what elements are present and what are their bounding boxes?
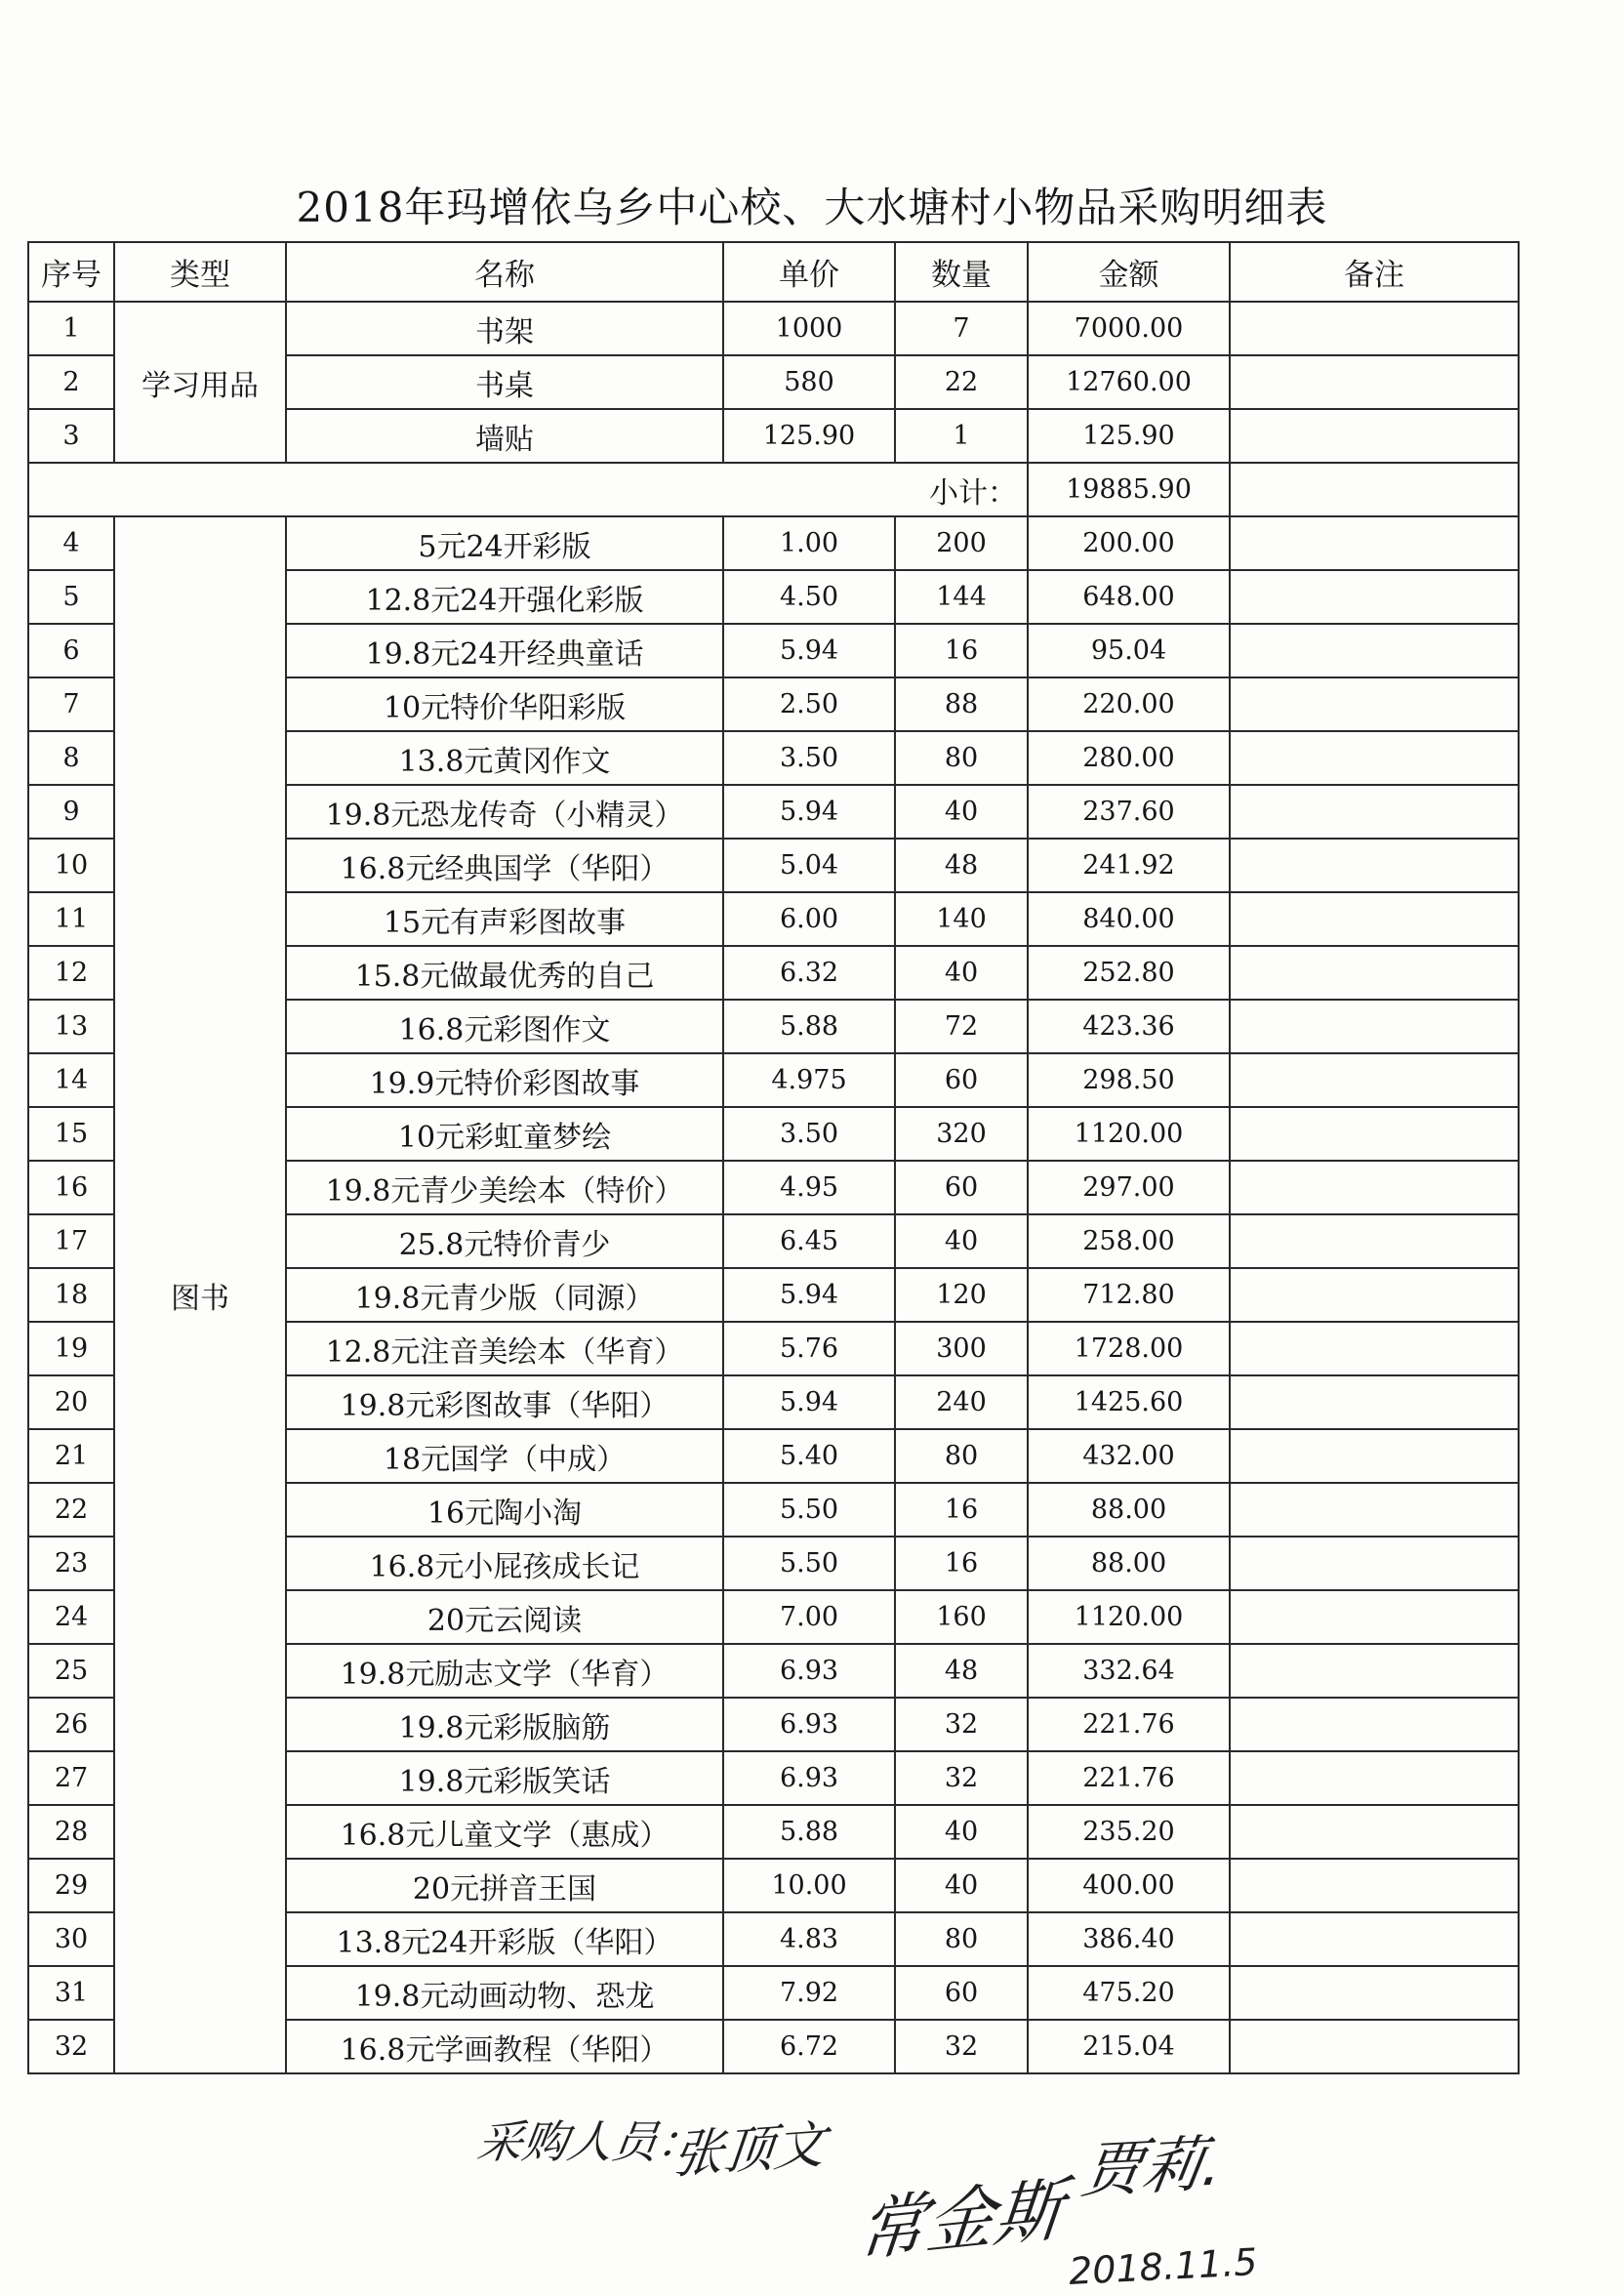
header-category: 类型 [114,242,286,302]
row-amount: 237.60 [1028,785,1230,839]
row-qty: 32 [895,1698,1028,1751]
row-no: 9 [28,785,114,839]
row-amount: 475.20 [1028,1966,1230,2020]
row-price: 6.72 [723,2020,895,2073]
row-no: 30 [28,1912,114,1966]
row-amount: 235.20 [1028,1805,1230,1859]
row-qty: 16 [895,1483,1028,1537]
row-price: 6.00 [723,892,895,946]
row-note [1230,839,1519,892]
category-cell: 学习用品 [114,302,286,463]
signature-date: 2018.11.5 [1067,2239,1259,2294]
row-price: 4.50 [723,570,895,624]
purchase-table [27,241,1520,2074]
header-note: 备注 [1230,242,1519,302]
row-no: 15 [28,1107,114,1161]
row-name: 19.8元青少美绘本（特价） [286,1161,723,1214]
row-note [1230,1322,1519,1375]
row-name: 10元彩虹童梦绘 [286,1107,723,1161]
row-no: 20 [28,1375,114,1429]
row-no: 17 [28,1214,114,1268]
row-amount: 432.00 [1028,1429,1230,1483]
row-price: 7.00 [723,1590,895,1644]
row-no: 26 [28,1698,114,1751]
row-no: 18 [28,1268,114,1322]
header-price: 单价 [723,242,895,302]
row-amount: 1120.00 [1028,1590,1230,1644]
row-no: 6 [28,624,114,677]
row-qty: 60 [895,1966,1028,2020]
row-note [1230,892,1519,946]
row-price: 5.94 [723,624,895,677]
row-note [1230,1375,1519,1429]
row-name: 20元云阅读 [286,1590,723,1644]
row-qty: 200 [895,516,1028,570]
table-row [28,516,1519,570]
row-price: 5.04 [723,839,895,892]
row-amount: 125.90 [1028,409,1230,463]
row-note [1230,1214,1519,1268]
row-note [1230,677,1519,731]
row-qty: 72 [895,1000,1028,1053]
row-name: 16.8元经典国学（华阳） [286,839,723,892]
row-no: 10 [28,839,114,892]
subtotal-row [28,463,1519,516]
row-price: 3.50 [723,731,895,785]
row-qty: 240 [895,1375,1028,1429]
row-name: 12.8元注音美绘本（华育） [286,1322,723,1375]
row-name: 15.8元做最优秀的自己 [286,946,723,1000]
row-note [1230,302,1519,355]
row-qty: 80 [895,1429,1028,1483]
row-note [1230,1483,1519,1537]
row-name: 25.8元特价青少 [286,1214,723,1268]
signature-3: 贾莉. [1076,2126,1229,2207]
row-name: 12.8元24开强化彩版 [286,570,723,624]
row-qty: 22 [895,355,1028,409]
row-name: 书架 [286,302,723,355]
row-name: 19.8元励志文学（华育） [286,1644,723,1698]
row-price: 4.83 [723,1912,895,1966]
row-qty: 120 [895,1268,1028,1322]
row-qty: 40 [895,1805,1028,1859]
signature-1: 张顶文 [670,2115,829,2186]
row-amount: 297.00 [1028,1161,1230,1214]
row-amount: 1728.00 [1028,1322,1230,1375]
row-price: 580 [723,355,895,409]
row-amount: 1120.00 [1028,1107,1230,1161]
row-note [1230,1751,1519,1805]
row-note [1230,624,1519,677]
row-note [1230,1698,1519,1751]
row-qty: 144 [895,570,1028,624]
row-qty: 80 [895,731,1028,785]
subtotal-note [1230,463,1519,516]
row-note [1230,946,1519,1000]
row-qty: 40 [895,1214,1028,1268]
row-price: 5.76 [723,1322,895,1375]
row-name: 19.8元青少版（同源） [286,1268,723,1322]
row-qty: 16 [895,624,1028,677]
row-price: 6.45 [723,1214,895,1268]
header-amount: 金额 [1028,242,1230,302]
row-name: 19.8元彩版笑话 [286,1751,723,1805]
row-price: 125.90 [723,409,895,463]
row-amount: 221.76 [1028,1751,1230,1805]
row-no: 29 [28,1859,114,1912]
row-amount: 386.40 [1028,1912,1230,1966]
row-amount: 258.00 [1028,1214,1230,1268]
row-amount: 221.76 [1028,1698,1230,1751]
row-note [1230,1053,1519,1107]
row-no: 23 [28,1537,114,1590]
row-price: 5.94 [723,785,895,839]
row-note [1230,1161,1519,1214]
row-price: 5.88 [723,1805,895,1859]
row-name: 书桌 [286,355,723,409]
row-price: 6.93 [723,1751,895,1805]
row-note [1230,1805,1519,1859]
row-name: 19.8元动画动物、恐龙 [286,1966,723,2020]
row-qty: 48 [895,839,1028,892]
table-body [28,302,1519,2073]
row-amount: 7000.00 [1028,302,1230,355]
row-note [1230,1268,1519,1322]
row-amount: 712.80 [1028,1268,1230,1322]
row-no: 5 [28,570,114,624]
row-note [1230,1966,1519,2020]
row-name: 墙贴 [286,409,723,463]
row-note [1230,1912,1519,1966]
row-note [1230,785,1519,839]
row-amount: 241.92 [1028,839,1230,892]
row-note [1230,1537,1519,1590]
row-amount: 215.04 [1028,2020,1230,2073]
row-no: 21 [28,1429,114,1483]
row-name: 13.8元黄冈作文 [286,731,723,785]
row-price: 5.94 [723,1375,895,1429]
header-name: 名称 [286,242,723,302]
row-qty: 88 [895,677,1028,731]
row-price: 5.50 [723,1537,895,1590]
row-price: 6.93 [723,1644,895,1698]
row-no: 13 [28,1000,114,1053]
category-cell: 图书 [114,516,286,2073]
row-qty: 48 [895,1644,1028,1698]
row-no: 4 [28,516,114,570]
row-qty: 320 [895,1107,1028,1161]
row-price: 6.93 [723,1698,895,1751]
row-price: 10.00 [723,1859,895,1912]
row-amount: 95.04 [1028,624,1230,677]
row-no: 12 [28,946,114,1000]
row-name: 18元国学（中成） [286,1429,723,1483]
row-price: 6.32 [723,946,895,1000]
row-amount: 298.50 [1028,1053,1230,1107]
subtotal-label: 小计： [28,463,1028,516]
row-no: 11 [28,892,114,946]
row-price: 7.92 [723,1966,895,2020]
row-no: 22 [28,1483,114,1537]
row-no: 16 [28,1161,114,1214]
row-no: 19 [28,1322,114,1375]
signature-label: 采购人员： [473,2115,707,2168]
row-name: 16.8元学画教程（华阳） [286,2020,723,2073]
row-amount: 648.00 [1028,570,1230,624]
row-name: 19.8元恐龙传奇（小精灵） [286,785,723,839]
row-name: 10元特价华阳彩版 [286,677,723,731]
row-no: 7 [28,677,114,731]
row-price: 5.40 [723,1429,895,1483]
row-name: 5元24开彩版 [286,516,723,570]
row-qty: 1 [895,409,1028,463]
row-qty: 7 [895,302,1028,355]
row-name: 16.8元彩图作文 [286,1000,723,1053]
row-note [1230,1644,1519,1698]
row-note [1230,355,1519,409]
row-amount: 1425.60 [1028,1375,1230,1429]
row-no: 2 [28,355,114,409]
row-price: 2.50 [723,677,895,731]
row-price: 4.95 [723,1161,895,1214]
row-price: 5.94 [723,1268,895,1322]
row-qty: 40 [895,946,1028,1000]
row-name: 16.8元儿童文学（惠成） [286,1805,723,1859]
row-note [1230,731,1519,785]
row-no: 14 [28,1053,114,1107]
row-qty: 16 [895,1537,1028,1590]
row-name: 19.8元24开经典童话 [286,624,723,677]
row-name: 19.9元特价彩图故事 [286,1053,723,1107]
row-amount: 840.00 [1028,892,1230,946]
row-qty: 32 [895,1751,1028,1805]
row-price: 1000 [723,302,895,355]
row-price: 5.50 [723,1483,895,1537]
row-qty: 60 [895,1161,1028,1214]
row-qty: 32 [895,2020,1028,2073]
row-name: 13.8元24开彩版（华阳） [286,1912,723,1966]
row-name: 15元有声彩图故事 [286,892,723,946]
row-amount: 220.00 [1028,677,1230,731]
row-note [1230,570,1519,624]
row-price: 1.00 [723,516,895,570]
row-qty: 60 [895,1053,1028,1107]
row-qty: 160 [895,1590,1028,1644]
row-amount: 12760.00 [1028,355,1230,409]
row-no: 27 [28,1751,114,1805]
row-note [1230,1590,1519,1644]
row-name: 20元拼音王国 [286,1859,723,1912]
row-no: 8 [28,731,114,785]
row-note [1230,1107,1519,1161]
row-note [1230,1000,1519,1053]
row-qty: 140 [895,892,1028,946]
row-no: 32 [28,2020,114,2073]
row-price: 3.50 [723,1107,895,1161]
row-note [1230,1859,1519,1912]
row-amount: 252.80 [1028,946,1230,1000]
row-qty: 80 [895,1912,1028,1966]
row-note [1230,516,1519,570]
row-name: 19.8元彩图故事（华阳） [286,1375,723,1429]
row-no: 25 [28,1644,114,1698]
row-no: 3 [28,409,114,463]
document-title: 2018年玛增依乌乡中心校、大水塘村小物品采购明细表 [296,184,1328,231]
row-amount: 423.36 [1028,1000,1230,1053]
row-amount: 332.64 [1028,1644,1230,1698]
row-qty: 40 [895,785,1028,839]
header-no: 序号 [28,242,114,302]
row-name: 19.8元彩版脑筋 [286,1698,723,1751]
row-note [1230,1429,1519,1483]
row-qty: 40 [895,1859,1028,1912]
row-note [1230,2020,1519,2073]
row-no: 28 [28,1805,114,1859]
row-price: 4.975 [723,1053,895,1107]
table-row [28,302,1519,355]
table-header-row [28,242,1519,302]
signature-2: 常金斯 [854,2168,1068,2272]
row-note [1230,409,1519,463]
row-amount: 200.00 [1028,516,1230,570]
row-name: 16元陶小淘 [286,1483,723,1537]
row-no: 24 [28,1590,114,1644]
row-amount: 400.00 [1028,1859,1230,1912]
row-qty: 300 [895,1322,1028,1375]
subtotal-value: 19885.90 [1028,463,1230,516]
row-name: 16.8元小屁孩成长记 [286,1537,723,1590]
row-amount: 280.00 [1028,731,1230,785]
row-amount: 88.00 [1028,1537,1230,1590]
row-no: 31 [28,1966,114,2020]
row-amount: 88.00 [1028,1483,1230,1537]
header-qty: 数量 [895,242,1028,302]
row-no: 1 [28,302,114,355]
row-price: 5.88 [723,1000,895,1053]
